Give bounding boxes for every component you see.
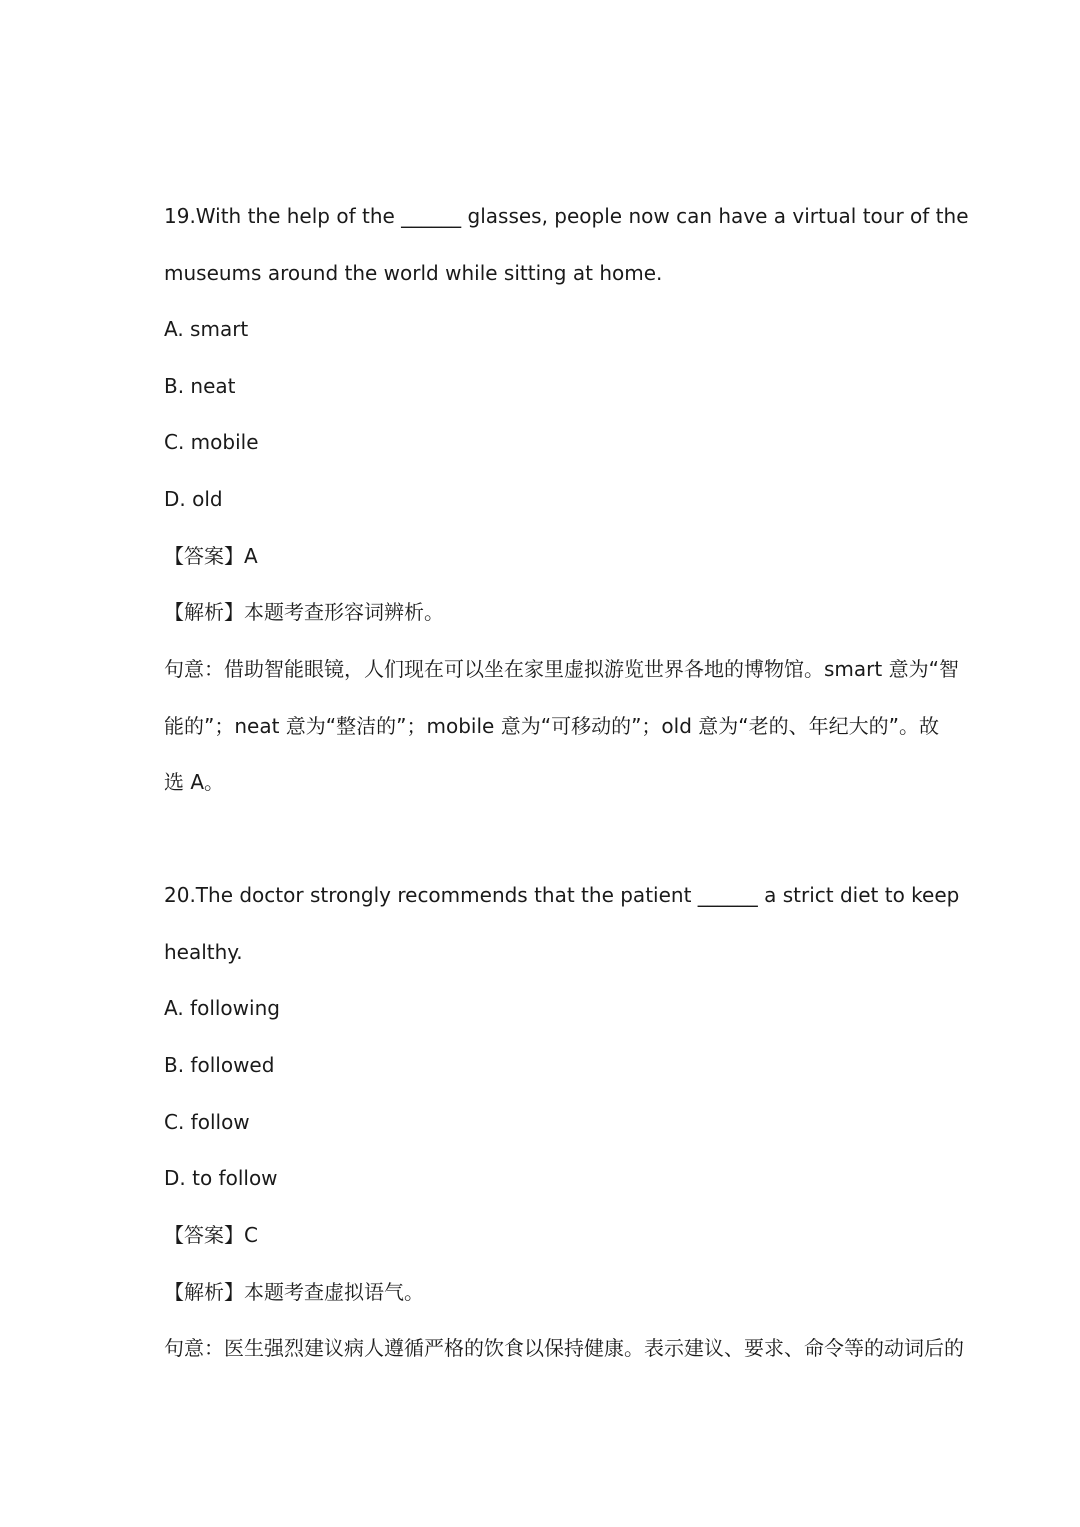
question-20-analysis: 【解析】本题考查虚拟语气。 (164, 1280, 424, 1304)
question-20-stem-line-1: 20.The doctor strongly recommends that the patient ______ a strict diet to keep (164, 883, 960, 907)
question-20-option-a: A. following (164, 996, 280, 1020)
question-19-explanation-line-3: 选 A。 (164, 770, 225, 794)
question-20-option-b: B. followed (164, 1053, 275, 1077)
question-20-explanation-line-1: 句意：医生强烈建议病人遵循严格的饮食以保持健康。表示建议、要求、命令等的动词后的 (164, 1336, 964, 1360)
question-20-answer: 【答案】C (164, 1223, 258, 1247)
question-19-option-a: A. smart (164, 317, 249, 341)
question-19-stem-line-1: 19.With the help of the ______ glasses, people now can have a virtual tour of the (164, 204, 969, 228)
question-19-answer: 【答案】A (164, 544, 258, 568)
question-19-analysis: 【解析】本题考查形容词辨析。 (164, 600, 444, 624)
question-20-option-c: C. follow (164, 1110, 250, 1134)
question-20-stem-line-2: healthy. (164, 940, 243, 964)
question-19-option-d: D. old (164, 487, 223, 511)
question-19-explanation-line-1: 句意：借助智能眼镜，人们现在可以坐在家里虚拟游览世界各地的博物馆。smart 意为“智 (164, 657, 959, 681)
question-19-stem-line-2: museums around the world while sitting at home. (164, 261, 663, 285)
question-19-option-b: B. neat (164, 374, 236, 398)
question-19-option-c: C. mobile (164, 430, 259, 454)
question-19-explanation-line-2: 能的”；neat 意为“整洁的”；mobile 意为“可移动的”；old 意为“老的、年纪大的”。故 (164, 714, 939, 738)
question-20-option-d: D. to follow (164, 1166, 278, 1190)
